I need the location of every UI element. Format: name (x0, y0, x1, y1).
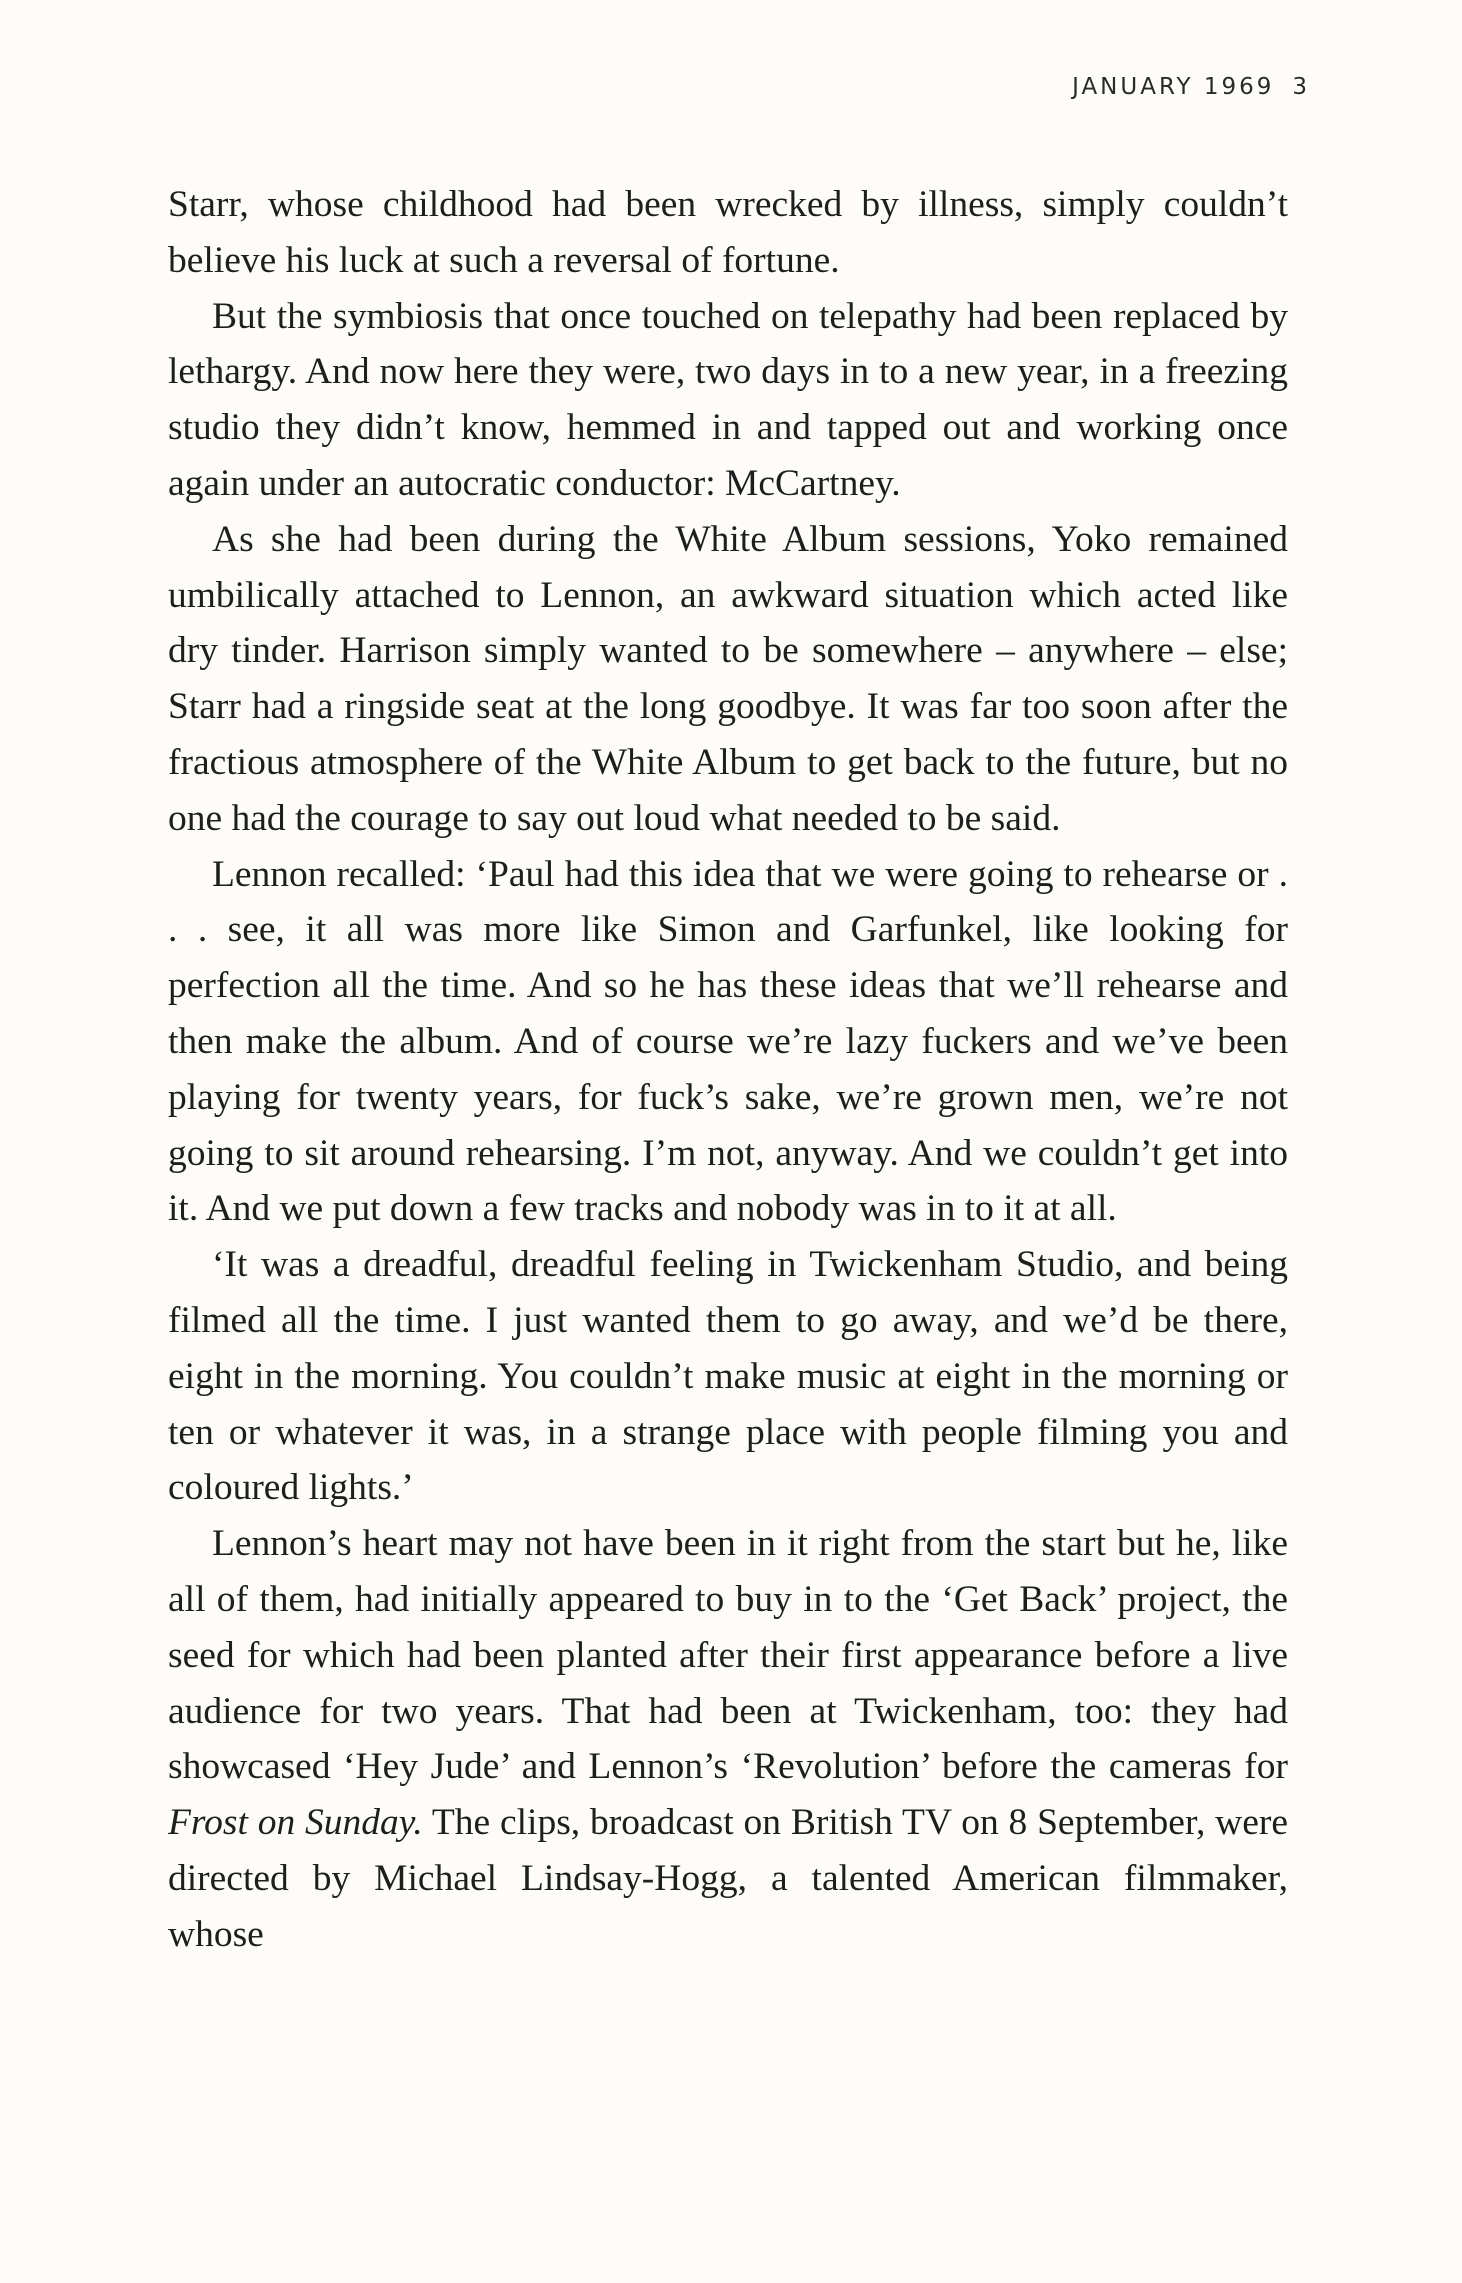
paragraph-3: As she had been during the White Album sessions, Yoko remained umbilically attached to Lennon, an awkward situation which acted like dry tinder. Harrison simply wanted to be somewhere – anywhere – else; Starr had a ringside seat at the long goodbye. It was far too soon after the fractious atmosphere of the White Album to get back to the future, but no one had the courage to say out loud what needed to be said. (168, 518, 1288, 839)
paragraph-4: Lennon recalled: ‘Paul had this idea that we were going to rehearse or . . . see, it all was more like Simon and Garfunkel, like looking for perfection all the time. And so he has these ideas that we’ll rehearse and then make the album. And of course we’re lazy fuckers and we’ve been playing for twenty years, for fuck’s sake, we’re grown men, we’re not going to sit around rehearsing. I’m not, anyway. And we couldn’t get into it. And we put down a few tracks and nobody was in to it at all. (168, 853, 1288, 1230)
paragraph-6-text-b: The clips, broadcast on British TV on 8 September, were directed by Michael Lindsay-Hogg, a talented American filmmaker, whose (168, 1802, 1288, 1955)
body-text (168, 177, 1288, 1963)
paragraph-2: But the symbiosis that once touched on telepathy had been replaced by lethargy. And now here they were, two days in to a new year, in a freezing studio they didn’t know, hemmed in and tapped out and working once again under an autocratic conductor: McCartney. (168, 295, 1288, 504)
paragraph-1: Starr, whose childhood had been wrecked by illness, simply couldn’t believe his luck at such a reversal of fortune. (168, 184, 1288, 281)
paragraph-6-text-a: Lennon’s heart may not have been in it right from the start but he, like all of them, had initially appeared to buy in to the ‘Get Back’ project, the seed for which had been planted after their first appearance before a live audience for two years. That had been at Twickenham, too: they had showcased ‘Hey Jude’ and Lennon’s ‘Revolution’ before the cameras for (168, 1523, 1288, 1788)
programme-title: Frost on Sunday. (168, 1802, 423, 1844)
running-head (1072, 74, 1310, 100)
paragraph-6 (168, 1516, 1288, 1962)
running-title: JANUARY 1969 (1072, 74, 1275, 100)
paragraph-5: ‘It was a dreadful, dreadful feeling in Twickenham Studio, and being filmed all the time. I just wanted them to go away, and we’d be there, eight in the morning. You couldn’t make music at eight in the morning or ten or whatever it was, in a strange place with people filming you and coloured lights.’ (168, 1244, 1288, 1509)
page-number: 3 (1292, 74, 1310, 100)
